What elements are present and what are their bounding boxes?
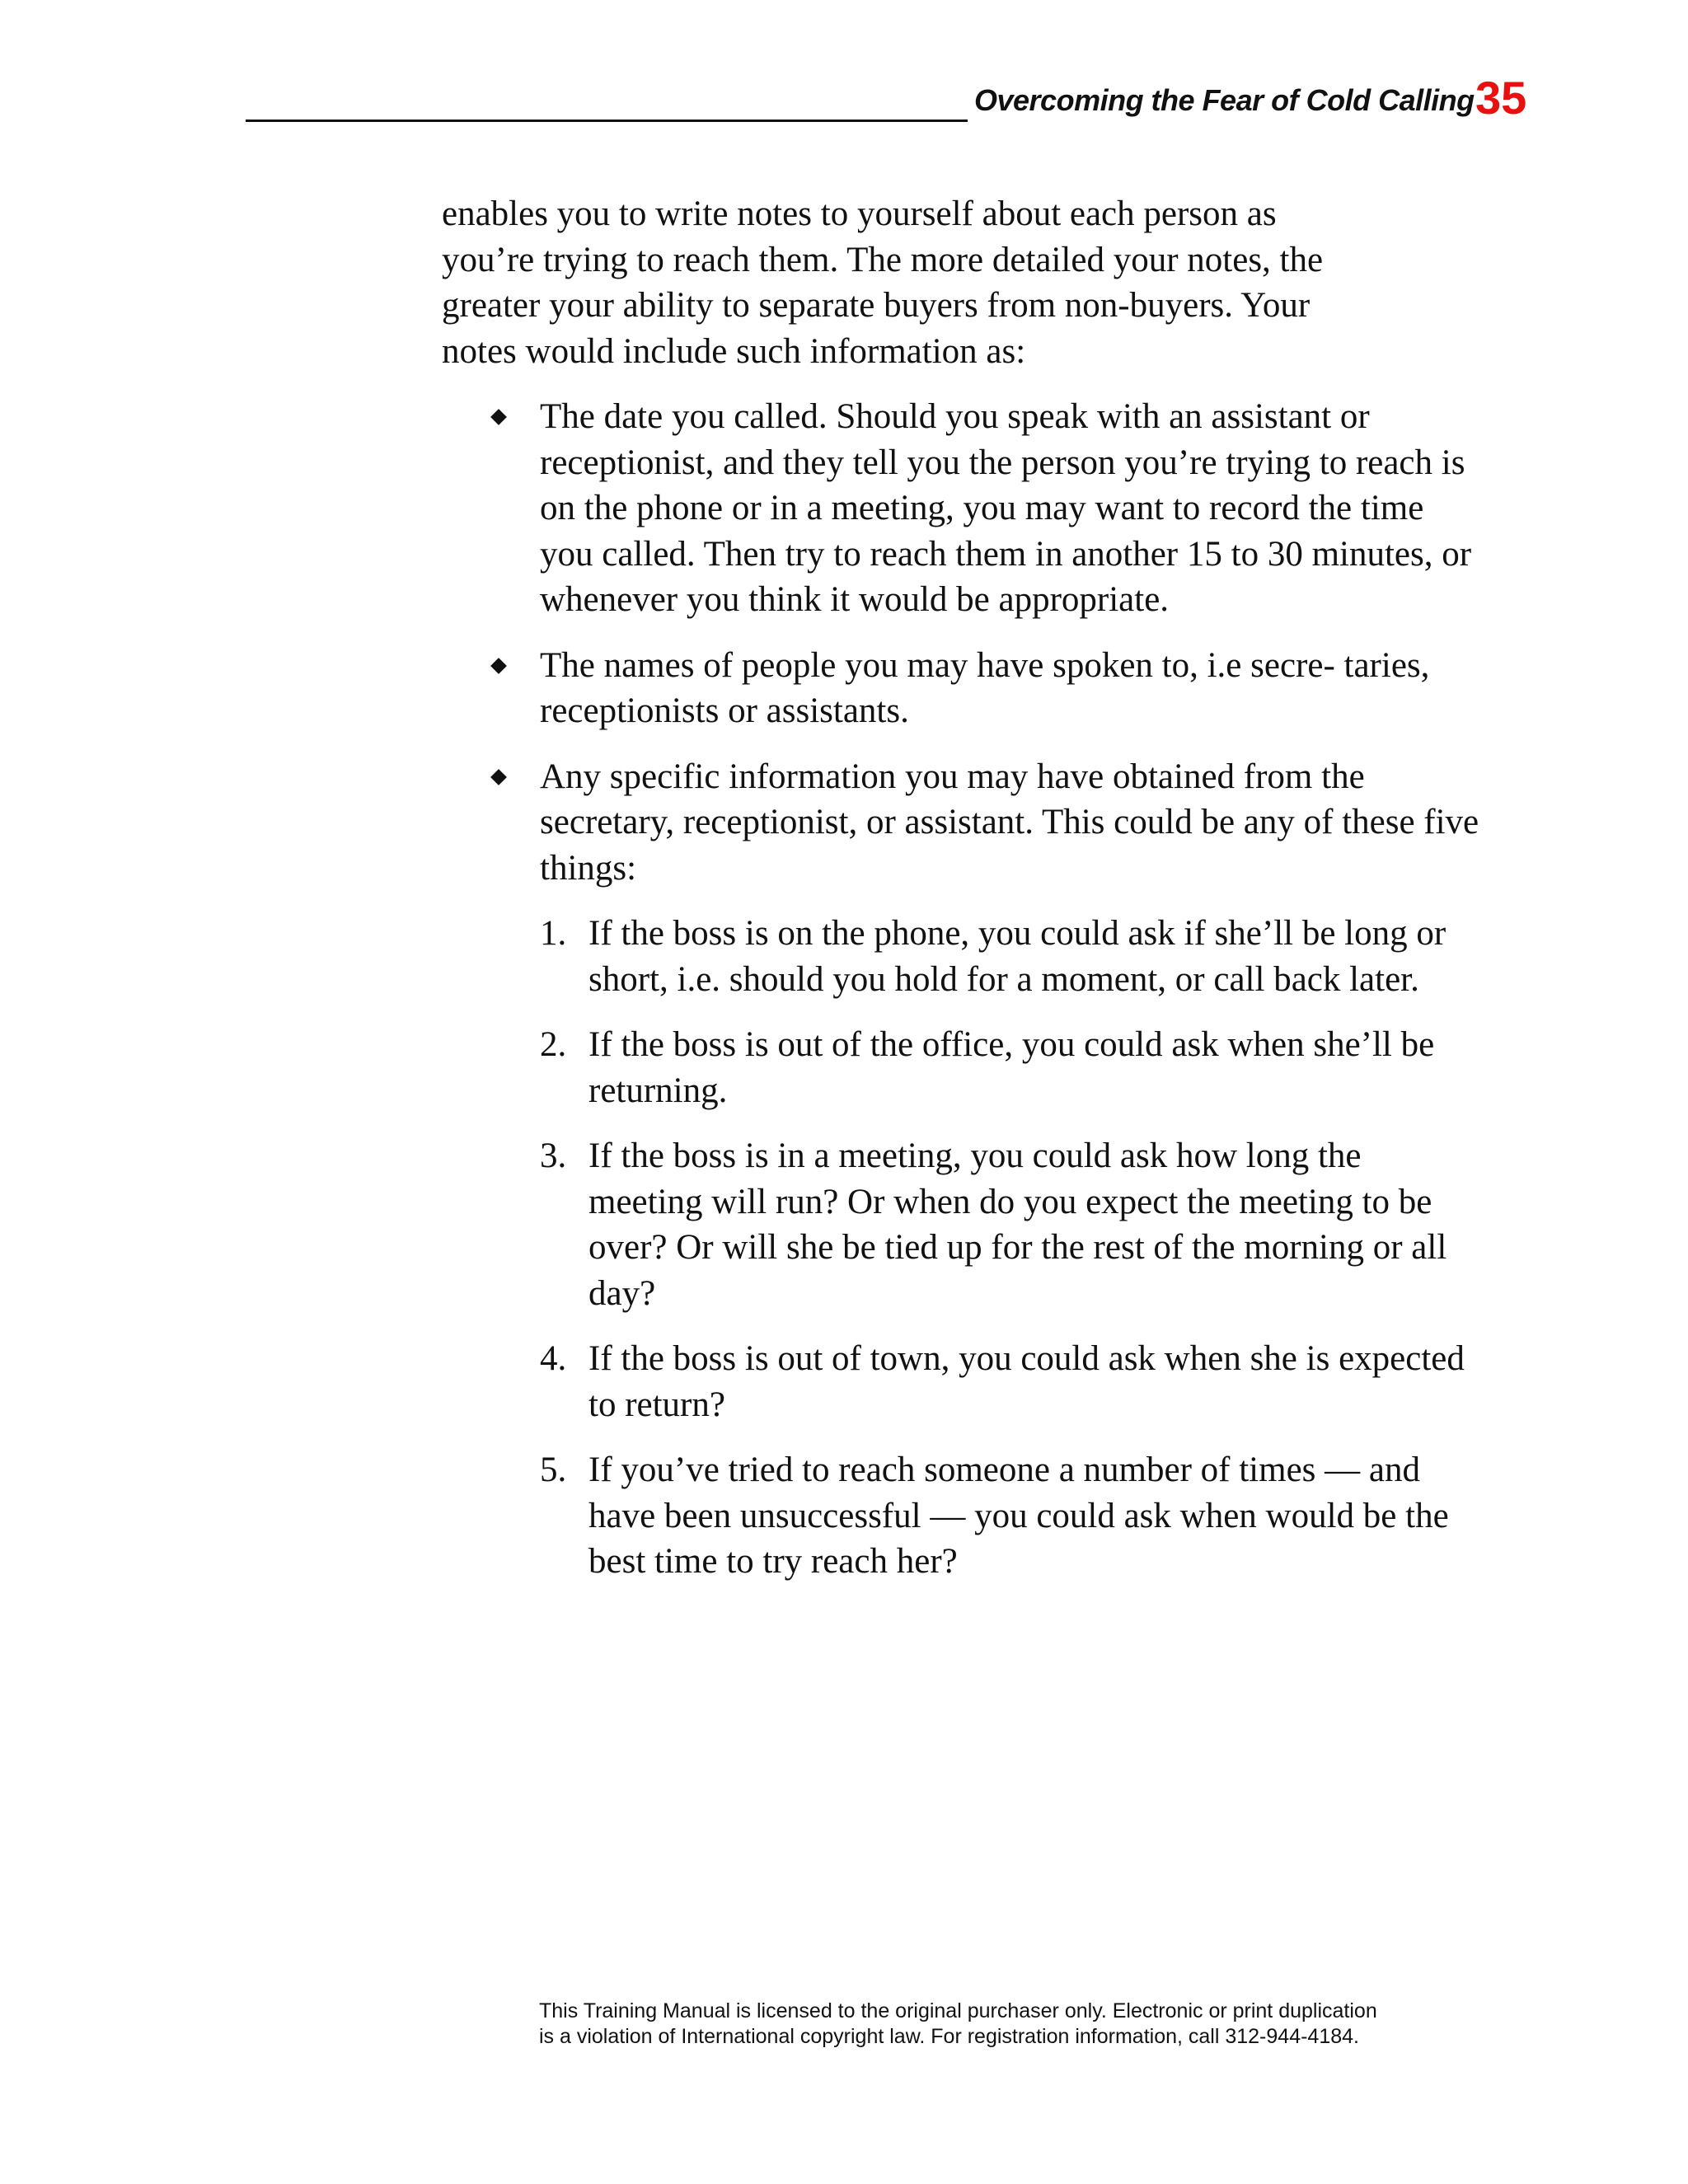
license-footer [539, 1999, 1429, 2050]
header-rule [246, 120, 968, 122]
bullet-item [442, 643, 1479, 734]
numbered-list [540, 911, 1479, 1585]
footer-line: is a violation of International copyright law. For registration information, call 312-944-4184. [539, 2025, 1359, 2048]
item-text: If the boss is in a meeting, you could ask how long the meeting will run? Or when do you expect the meeting to be over? Or will she be tied up for the rest of the morning or all day? [588, 1137, 1447, 1313]
bullet-text: The names of people you may have spoken to, i.e secre- taries, receptionists or assistants. [540, 645, 1430, 730]
running-header-title: Overcoming the Fear of Cold Calling [974, 83, 1475, 117]
footer-line: This Training Manual is licensed to the original purchaser only. Electronic or print duplication [539, 1999, 1377, 2022]
numbered-item [540, 911, 1479, 1002]
item-text: If the boss is out of the office, you could ask when she’ll be returning. [588, 1025, 1435, 1110]
body-text [442, 191, 1479, 1605]
diamond-bullet-icon [490, 769, 507, 785]
item-number: 1. [540, 914, 567, 953]
bullet-text: Any specific information you may have obtained from the secretary, receptionist, or assistant. This could be any of these five things: [540, 757, 1479, 888]
bullet-item [442, 754, 1479, 1585]
numbered-item [540, 1133, 1479, 1316]
item-number: 5. [540, 1451, 567, 1489]
bullet-item [442, 394, 1479, 623]
item-text: If the boss is on the phone, you could ask if she’ll be long or short, i.e. should you hold for a moment, or call back later. [588, 914, 1447, 999]
item-number: 4. [540, 1339, 567, 1378]
intro-paragraph: enables you to write notes to yourself about each person as you’re trying to reach them. The more detailed your notes, the greater your ability to separate buyers from non-buyers. Your notes would include such information as: [442, 194, 1324, 371]
item-number: 3. [540, 1137, 567, 1175]
numbered-item [540, 1022, 1479, 1113]
bullet-text: The date you called. Should you speak with an assistant or receptionist, and they tell you the person you’re trying to reach is on the phone or in a meeting, you may want to record the time you called. Then try to reach them in another 15 to 30 minutes, or whenever you think it would be appropriate. [540, 397, 1472, 619]
diamond-bullet-icon [490, 658, 507, 674]
diamond-bullet-icon [490, 409, 507, 425]
numbered-item [540, 1336, 1479, 1427]
item-text: If the boss is out of town, you could ask when she is expected to return? [588, 1339, 1465, 1424]
bullet-list [442, 394, 1479, 1585]
page-number: 35 [1475, 72, 1527, 124]
item-text: If you’ve tried to reach someone a number of times — and have been unsuccessful — you could ask when would be the best time to try reach her? [588, 1451, 1449, 1581]
numbered-item [540, 1447, 1479, 1585]
item-number: 2. [540, 1025, 567, 1064]
